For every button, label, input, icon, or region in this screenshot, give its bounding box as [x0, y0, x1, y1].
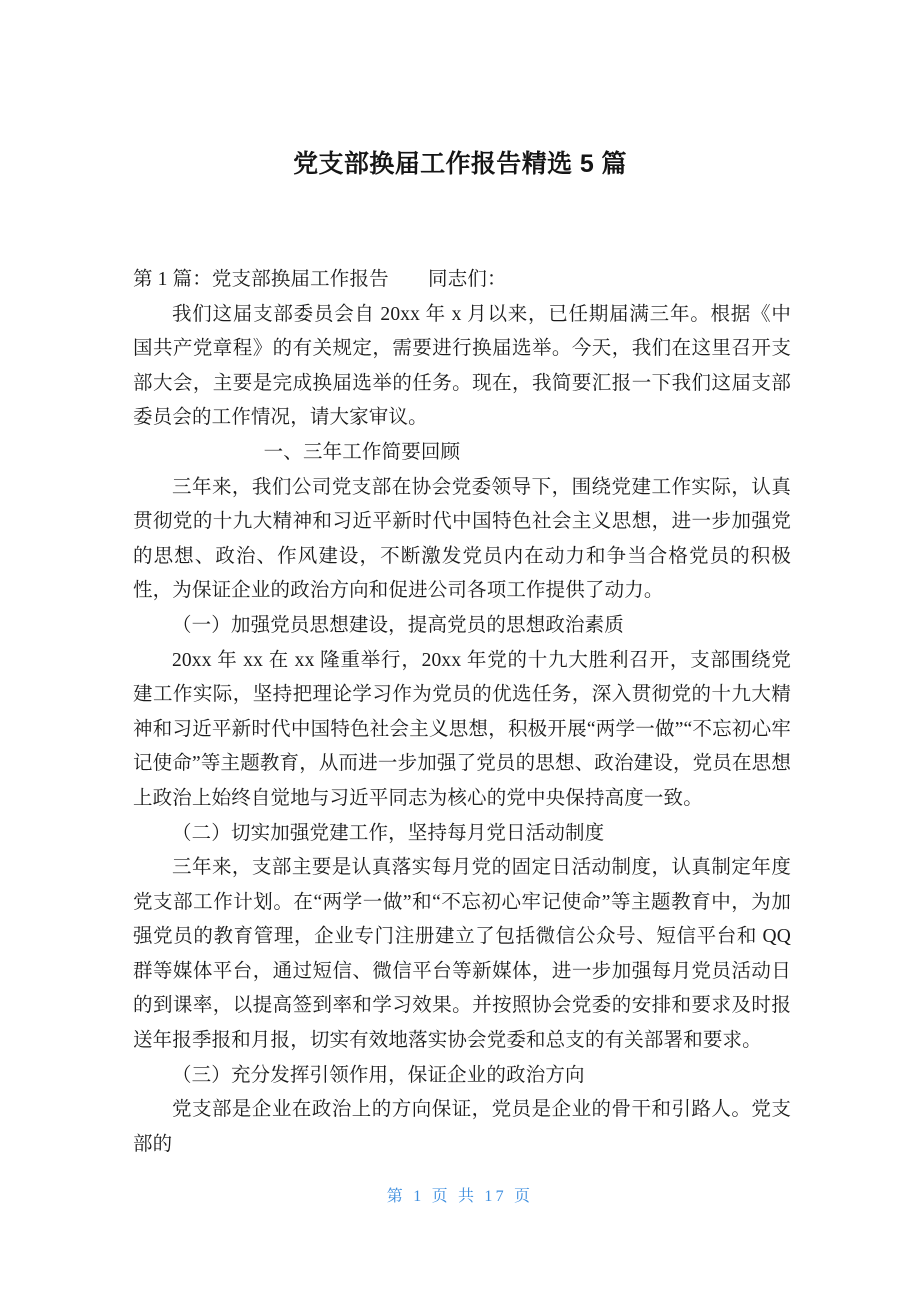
paragraph: 三年来，我们公司党支部在协会党委领导下，围绕党建工作实际，认真贯彻党的十九大精神和习近平新时代中国特色社会主义思想，进一步加强党的思想、政治、作风建设，不断激发党员内在动力和争当合格党员的积极性，为保证企业的政治方向和促进公司各项工作提供了动力。: [133, 476, 791, 602]
footer-suffix: 页: [514, 1188, 534, 1205]
footer-total-pages: 17: [484, 1188, 507, 1205]
paragraph: 党支部是企业在政治上的方向保证，党员是企业的骨干和引路人。党支部的: [133, 1099, 791, 1155]
subsection-heading: （一）加强党员思想建设，提高党员的思想政治素质: [172, 614, 624, 636]
document-body: [133, 263, 791, 1162]
paragraph: 三年来，支部主要是认真落实每月党的固定日活动制度，认真制定年度党支部工作计划。在“两学一做”和“不忘初心牢记使命”等主题教育中，为加强党员的教育管理，企业专门注册建立了包括微信公众号、短信平台和 QQ 群等媒体平台，通过短信、微信平台等新媒体，进一步加强每月党员活动日的到课率，以提高签到率和学习效果。并按照协会党委的安排和要求及时报送年报季报和月报，切实有效地落实协会党委和总支的有关部署和要求。: [133, 857, 791, 1052]
paragraph: 20xx 年 xx 在 xx 隆重举行，20xx 年党的十九大胜利召开，支部围绕党建工作实际，坚持把理论学习作为党员的优选任务，深入贯彻党的十九大精神和习近平新时代中国特色社会主义思想，积极开展“两学一做”“不忘初心牢记使命”等主题教育，从而进一步加强了党员的思想、政治建设，党员在思想上政治上始终自觉地与习近平同志为核心的党中央保持高度一致。: [133, 649, 791, 809]
section-heading: 一、三年工作简要回顾: [263, 441, 461, 463]
page-title: 党支部换届工作报告精选 5 篇: [293, 150, 627, 178]
page-footer: [0, 1186, 920, 1208]
subsection-heading: （二）切实加强党建工作，坚持每月党日活动制度: [172, 822, 605, 844]
footer-prefix: 第: [386, 1188, 406, 1205]
footer-middle: 页 共: [431, 1188, 478, 1205]
paragraph: 我们这届支部委员会自 20xx 年 x 月以来，已任期届满三年。根据《中国共产党章程》的有关规定，需要进行换届选举。今天，我们在这里召开支部大会，主要是完成换届选举的任务。现在，我简要汇报一下我们这届支部委员会的工作情况，请大家审议。: [133, 303, 791, 429]
subsection-heading: （三）充分发挥引领作用，保证企业的政治方向: [172, 1064, 585, 1086]
footer-current-page: 1: [413, 1188, 425, 1205]
paragraph: 第 1 篇：党支部换届工作报告 同志们：: [133, 269, 507, 290]
